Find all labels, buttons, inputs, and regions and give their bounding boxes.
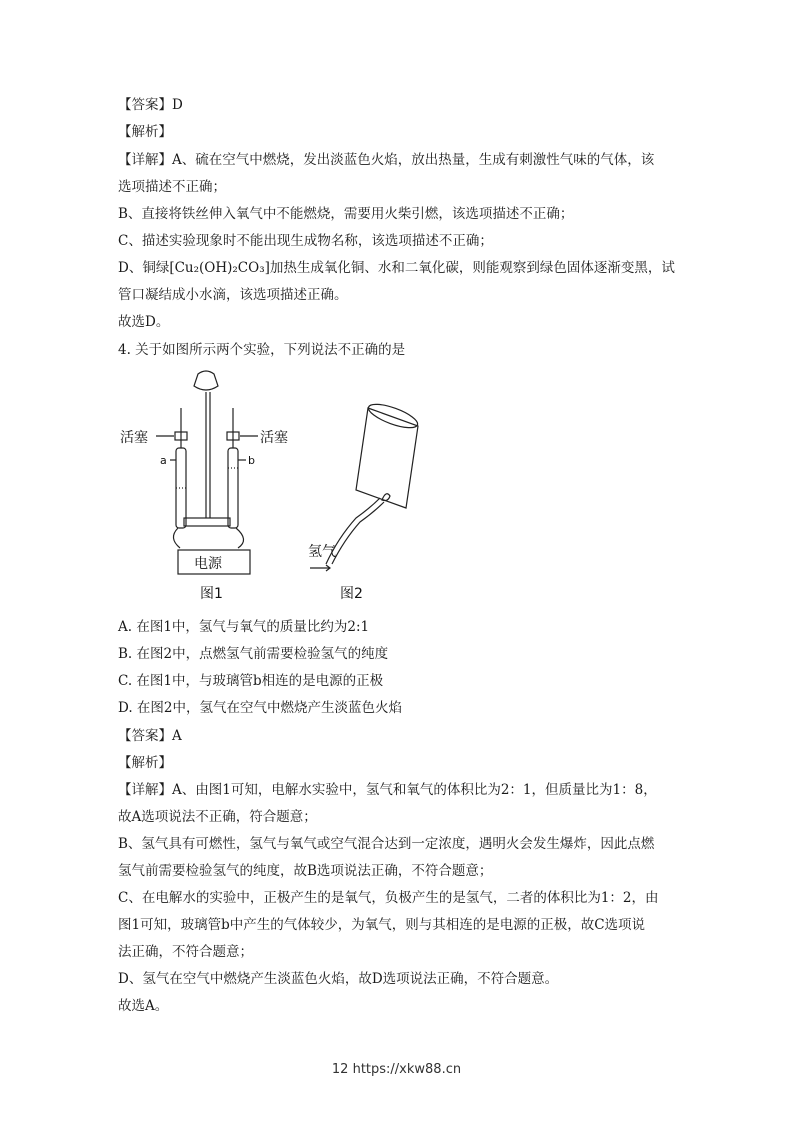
option-d: D. 在图2中，氢气在空气中燃烧产生淡蓝色火焰 [118,700,403,716]
stopcock-left-label: 活塞 [120,430,148,446]
detail-line: 故A选项说法不正确，符合题意； [118,809,317,825]
tube-b-label: b [248,454,255,467]
wire-right [236,528,244,548]
detail-line: 故选A。 [118,998,169,1014]
hydrogen-label: 氢气 [308,544,336,560]
reservoir-bulb [194,371,218,390]
analysis-label: 【解析】 [118,755,172,771]
answer-line: 【答案】D [118,97,183,113]
option-a: A. 在图1中，氢气与氧气的质量比约为2:1 [118,619,370,635]
detail-line: 【详解】A、由图1可知，电解水实验中，氢气和氧气的体积比为2：1，但质量比为1：8， [118,782,657,798]
detail-line: C、描述实验现象时不能出现生成物名称，该选项描述不正确； [118,233,493,249]
detail-line: B、氢气具有可燃性，氢气与氧气或空气混合达到一定浓度，遇明火会发生爆炸，因此点燃 [118,836,655,852]
experiment-svg [118,368,438,608]
detail-line: 管口凝结成小水滴，该选项描述正确。 [118,287,348,303]
detail-line: 图1可知，玻璃管b中产生的气体较少，为氧气，则与其相连的是电源的正极，故C选项说 [118,917,646,933]
question-stem: 4. 关于如图所示两个实验，下列说法不正确的是 [118,342,406,358]
tube-b [228,448,238,528]
detail-line: 【详解】A、硫在空气中燃烧，发出淡蓝色火焰，放出热量，生成有刺激性气味的气体，该 [118,152,655,168]
power-label: 电源 [194,556,222,572]
detail-line: 故选D。 [118,314,170,330]
tube-a-label: a [160,454,167,467]
stopcock-right-label: 活塞 [260,430,288,446]
experiment-figure [118,368,438,608]
detail-line: C、在电解水的实验中，正极产生的是氧气，负极产生的是氢气，二者的体积比为1：2，由 [118,890,659,906]
fig1-caption: 图1 [200,586,223,602]
detail-line: D、铜绿[Cu₂(OH)₂CO₃]加热生成氧化铜、水和二氧化碳，则能观察到绿色固体逐渐变黑，试 [118,260,675,276]
detail-line: 氢气前需要检验氢气的纯度，故B选项说法正确，不符合题意； [118,863,493,879]
detail-line: B、直接将铁丝伸入氧气中不能燃烧，需要用火柴引燃，该选项描述不正确； [118,206,574,222]
inverted-beaker [356,408,418,508]
answer-line: 【答案】A [118,728,182,744]
analysis-label: 【解析】 [118,124,172,140]
option-c: C. 在图1中，与玻璃管b相连的是电源的正极 [118,673,384,689]
detail-line: D、氢气在空气中燃烧产生淡蓝色火焰，故D选项说法正确，不符合题意。 [118,971,559,987]
detail-line: 法正确，不符合题意； [118,944,253,960]
fig2-caption: 图2 [340,586,363,602]
wire-left [173,528,180,548]
option-b: B. 在图2中，点燃氢气前需要检验氢气的纯度 [118,646,389,662]
tube-a [176,448,186,528]
detail-line: 选项描述不正确； [118,179,226,195]
connector-tube [184,518,230,526]
page-footer: 12 https://xkw88.cn [331,1062,462,1077]
electrolysis-apparatus [156,371,258,574]
